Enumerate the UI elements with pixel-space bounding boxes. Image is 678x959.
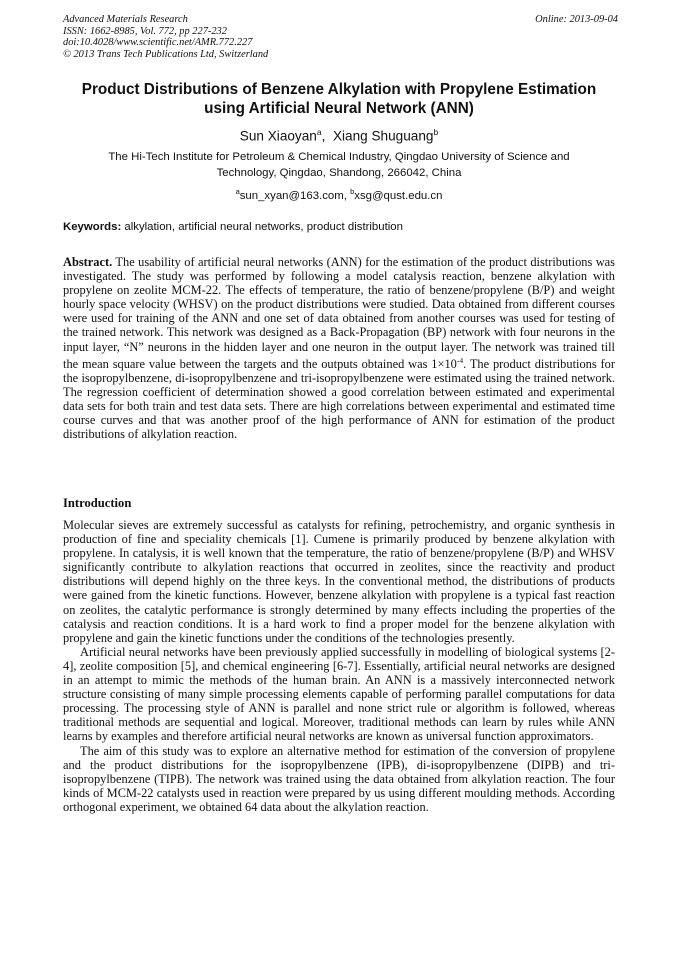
abstract-exponent: -4 xyxy=(456,355,464,365)
doi-line: doi:10.4028/www.scientific.net/AMR.772.227 xyxy=(63,37,253,49)
email-a: sun_xyan@163.com, xyxy=(239,189,351,202)
author-2: Xiang Shuguang xyxy=(332,128,434,144)
introduction-heading: Introduction xyxy=(63,496,132,510)
keywords xyxy=(63,220,618,234)
abstract-text-part-1: The usability of artificial neural networks (ANN) for the estimation of the product distributions was investigated. The study was performed by following a model catalysis reaction, benzene alkylation with propylene on zeolite MCM-22. The effects of temperature, the ratio of benzene/propylene (B/P) and weight hourly space velocity (WHSV) on the product distributions were studied. Data obtained from different courses were used for training of the ANN and one set of data obtained from another courses was used for testing of the trained network. This network was designed as a Back-Propagation (BP) network with four neurons in the input layer, “N” neurons in the hidden layer and one neuron in the output layer. The network was trained till the mean square value between the targets and the outputs obtained was 1×10 xyxy=(63,255,615,371)
affiliation xyxy=(60,150,618,181)
abstract-label: Abstract. xyxy=(63,255,113,269)
author-list xyxy=(0,124,678,145)
intro-paragraph-3: The aim of this study was to explore an alternative method for estimation of the conversion of propylene and the product distributions for the isopropylbenzene (IPB), di-isopropylbenzene (DIPB) and tri-isopropylbenzene (TIPB). The network was trained using the data obtained from alkylation reaction. The four kinds of MCM-22 catalysts used in reaction were prepared by us using different moulding methods. According orthogonal experiment, we obtained 64 data about the alkylation reaction. xyxy=(63,743,615,814)
keywords-label: Keywords: xyxy=(63,221,122,233)
online-date: Online: 2013-09-04 xyxy=(535,14,618,25)
affiliation-line-2: Technology, Qingdao, Shandong, 266042, China xyxy=(216,166,462,179)
author-separator: , xyxy=(321,128,333,144)
issn-line: ISSN: 1662-8985, Vol. 772, pp 227-232 xyxy=(63,25,227,37)
title-line-1: Product Distributions of Benzene Alkylation with Propylene Estimation xyxy=(81,81,597,98)
email-b-marker: b xyxy=(350,187,355,196)
email-a-marker: a xyxy=(235,187,240,196)
affiliation-line-1: The Hi-Tech Institute for Petroleum & Chemical Industry, Qingdao University of Science and xyxy=(108,151,570,163)
abstract xyxy=(63,255,615,441)
author-emails xyxy=(0,185,678,203)
intro-paragraph-1: Molecular sieves are extremely successful as catalysts for refining, petrochemistry, and organic synthesis in production of fine and speciality chemicals [1]. Cumene is primarily produced by benzene alkylation with propylene. In catalysis, it is well known that the temperature, the ratio of benzene/propylene (B/P) and WHSV significantly contribute to alkylation reactions that occurred in zeolites, since the reactivity and product distributions will depend highly on the three keys. In the conventional method, the distributions of products were gained from the kinetic functions. However, benzene alkylation with propylene is a typical fast reaction on zeolites, the catalytic performance is strongly determined by many effects including the properties of the catalysis and reaction conditions. It is a hard work to find a proper model for the benzene alkylation with propylene and gain the kinetic functions under the conditions of the technologies presently. xyxy=(63,518,615,645)
copyright-line: © 2013 Trans Tech Publications Ltd, Switzerland xyxy=(63,48,269,60)
title-line-2: using Artificial Neural Network (ANN) xyxy=(204,100,474,117)
author-2-marker: b xyxy=(433,127,439,137)
paper-title xyxy=(40,80,638,118)
author-1-marker: a xyxy=(316,127,322,137)
intro-paragraph-2: Artificial neural networks have been previously applied successfully in modelling of biological systems [2-4], zeolite composition [5], and chemical engineering [6-7]. Essentially, artificial neural networks are designed in an attempt to mimic the methods of the human brain. An ANN is a massively interconnected network structure consisting of many simple processing elements capable of performing parallel computations for data processing. The processing style of ANN is parallel and none strict rule or algorithm is followed, whereas traditional methods are sequential and logical. Moreover, traditional methods can learn by rules while ANN learns by examples and therefore artificial neural networks are known as universal function approximators. xyxy=(63,644,615,744)
keywords-text: alkylation, artificial neural networks, product distribution xyxy=(121,221,403,233)
author-1: Sun Xiaoyan xyxy=(239,128,317,144)
introduction-body xyxy=(63,518,615,814)
journal-name: Advanced Materials Research xyxy=(63,14,188,25)
journal-header xyxy=(63,14,618,60)
email-b: xsg@qust.edu.cn xyxy=(354,189,443,202)
abstract-text-part-2: . The product distributions for the isopropylbenzene, di-isopropylbenzene and tri-isopropylbenzene were estimated using the trained network. The regression coefficient of determination showed a good correlation between estimated and experimental data sets for both train and test data sets. There are high correlations between experimental and estimated time course curves and that was another proof of the high performance of ANN for estimation of the product distributions of alkylation reaction. xyxy=(63,356,615,442)
